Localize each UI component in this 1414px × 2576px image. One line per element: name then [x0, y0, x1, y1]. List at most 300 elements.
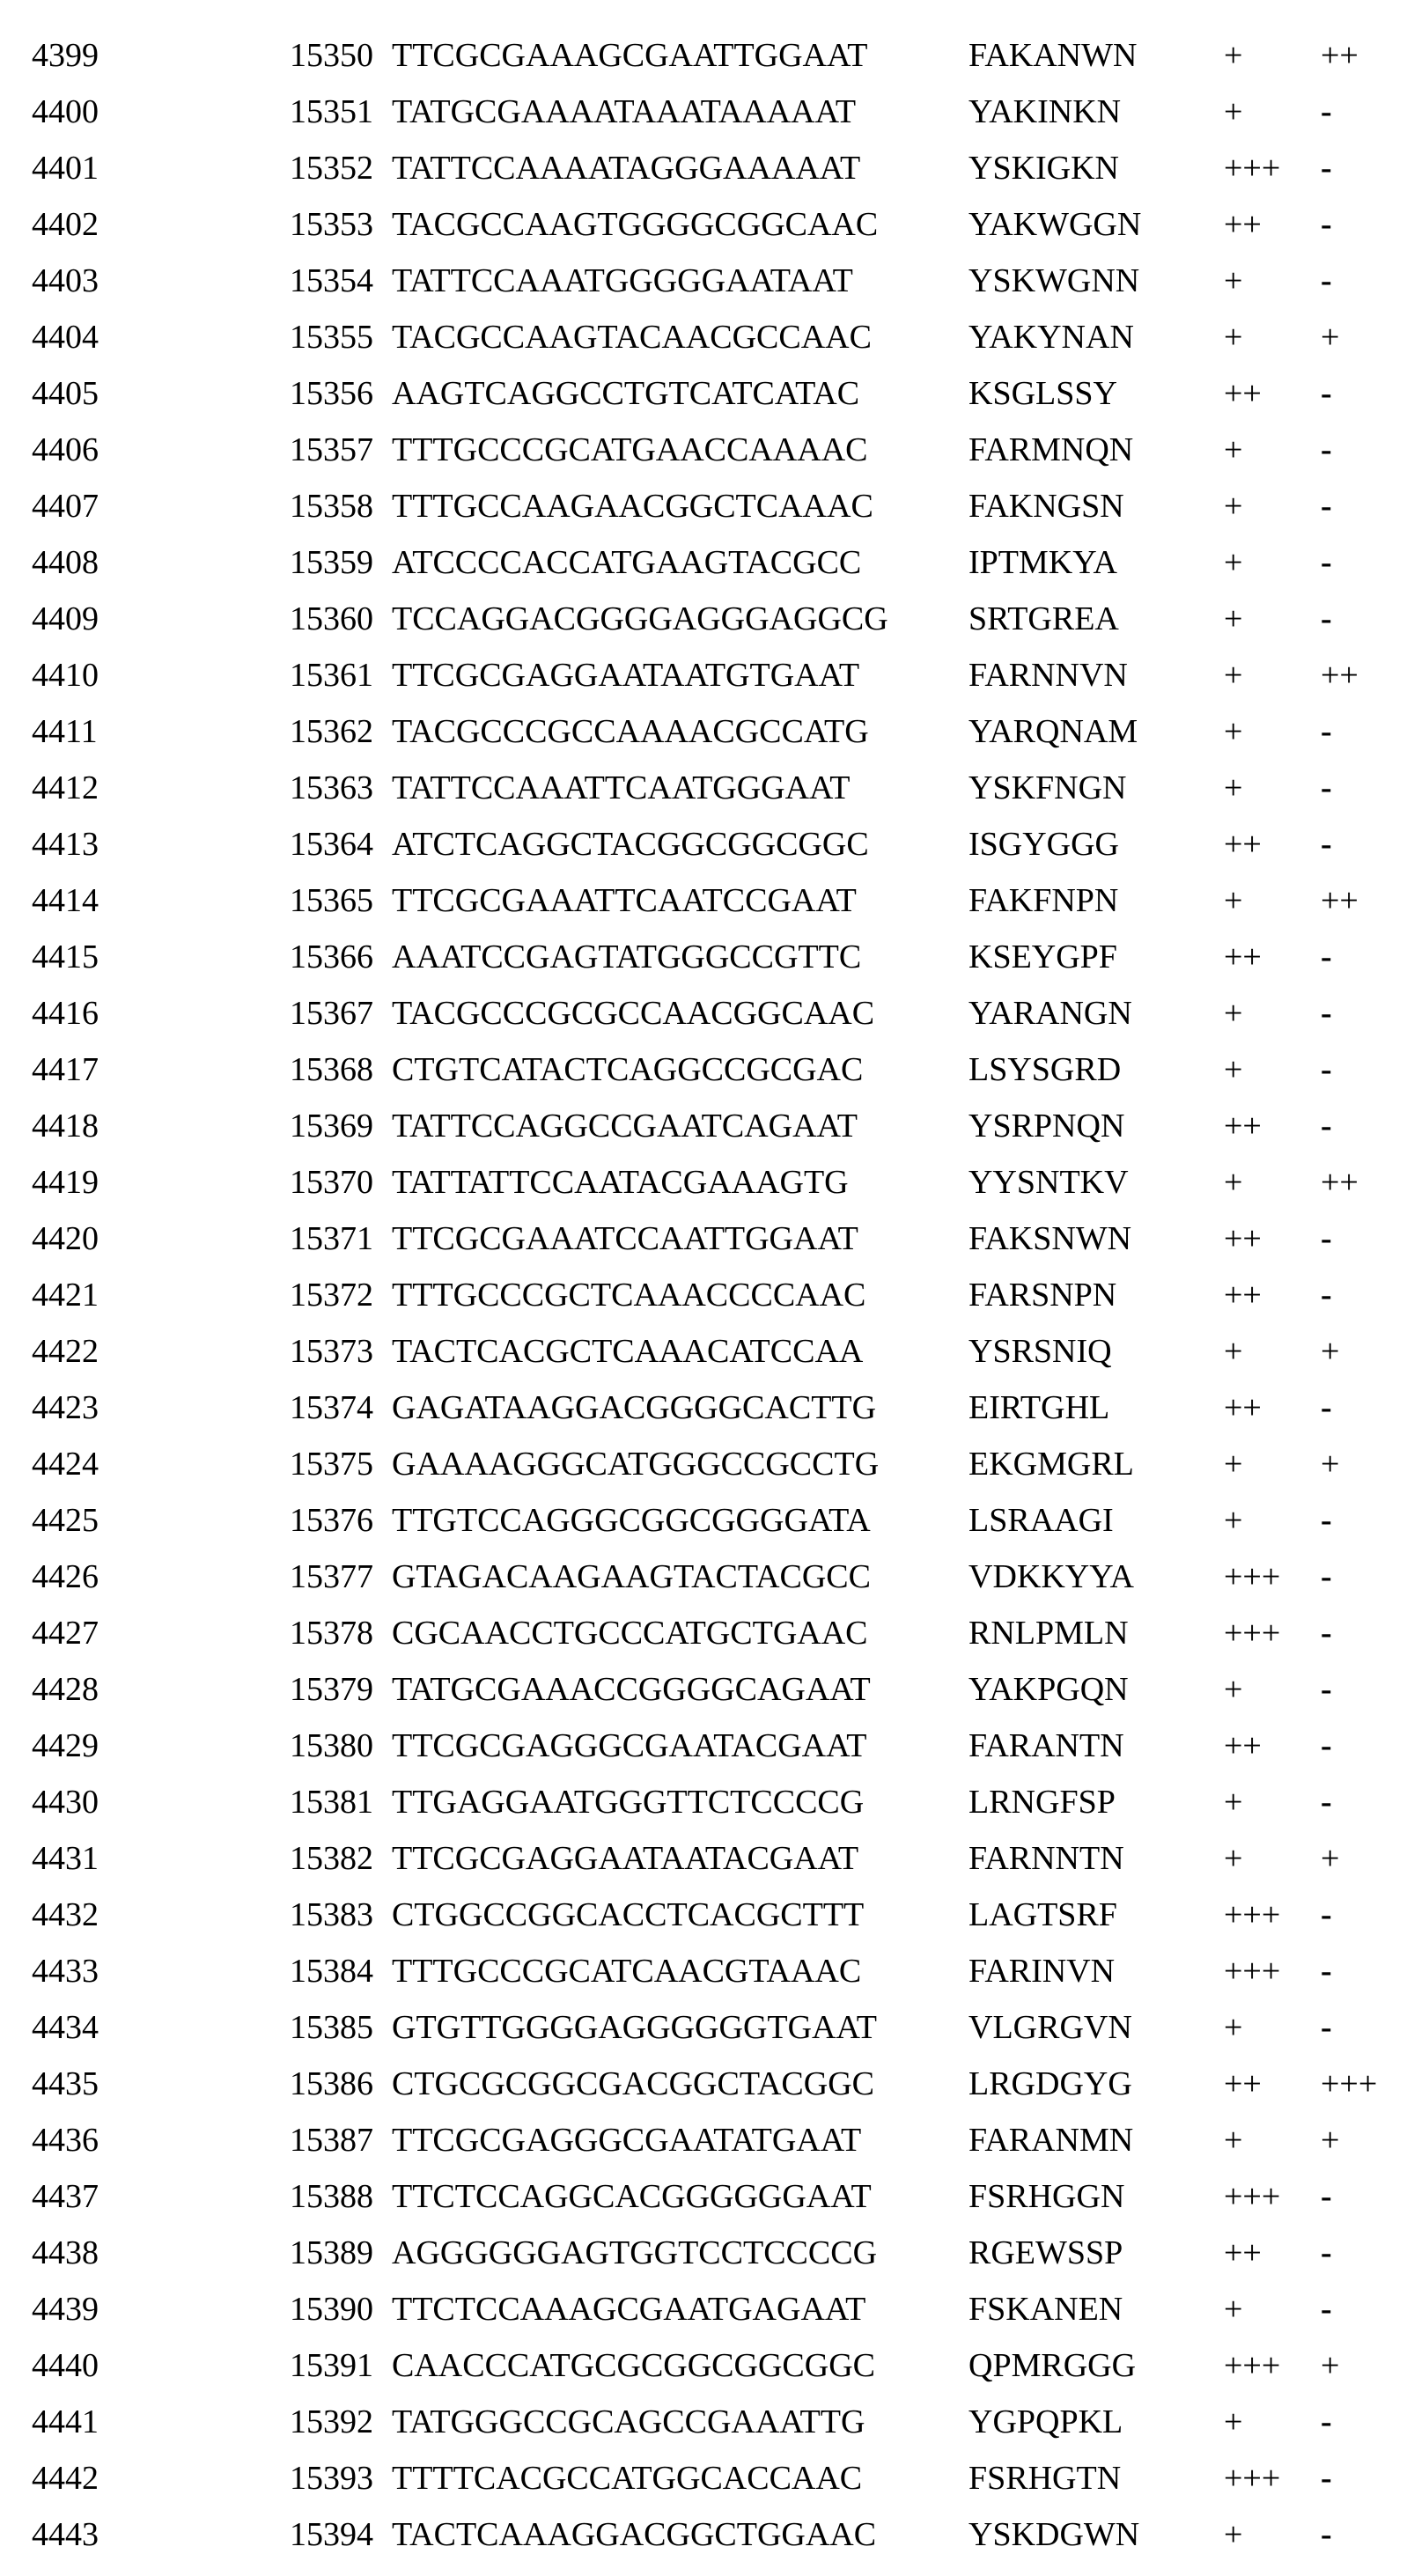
score-2: -: [1321, 2450, 1332, 2506]
dna-sequence: TTCGCGAGGGCGAATACGAAT: [392, 1718, 867, 1774]
peptide-sequence: QPMRGGG: [968, 2337, 1136, 2394]
dna-sequence: TTTTCACGCCATGGCACCAAC: [392, 2450, 862, 2506]
score-2: -: [1321, 1605, 1332, 1661]
sequence-number: 15372: [290, 1267, 373, 1323]
table-row: [0, 1211, 1414, 1267]
dna-sequence: TATTCCAAATGGGGGAATAAT: [392, 253, 853, 309]
score-2: -: [1321, 1774, 1332, 1830]
score-1: ++: [1224, 2225, 1262, 2281]
score-1: +: [1224, 985, 1242, 1041]
sequence-number: 15370: [290, 1154, 373, 1211]
peptide-sequence: FARANTN: [968, 1718, 1124, 1774]
sequence-number: 15371: [290, 1211, 373, 1267]
peptide-sequence: YAKINKN: [968, 84, 1121, 140]
table-row: [0, 1041, 1414, 1098]
peptide-sequence: YAKPGQN: [968, 1661, 1129, 1718]
sequence-number: 15393: [290, 2450, 373, 2506]
sequence-number: 15387: [290, 2112, 373, 2168]
score-1: +: [1224, 591, 1242, 647]
row-id: 4403: [32, 253, 99, 309]
score-1: +: [1224, 1661, 1242, 1718]
peptide-sequence: FARANMN: [968, 2112, 1133, 2168]
row-id: 4404: [32, 309, 99, 365]
table-row: [0, 140, 1414, 196]
score-1: +: [1224, 1999, 1242, 2056]
row-id: 4408: [32, 534, 99, 591]
table-row: [0, 2225, 1414, 2281]
sequence-number: 15385: [290, 1999, 373, 2056]
score-2: -: [1321, 1943, 1332, 1999]
row-id: 4420: [32, 1211, 99, 1267]
row-id: 4440: [32, 2337, 99, 2394]
table-row: [0, 2112, 1414, 2168]
table-row: [0, 1830, 1414, 1887]
sequence-number: 15375: [290, 1436, 373, 1492]
row-id: 4428: [32, 1661, 99, 1718]
sequence-number: 15390: [290, 2281, 373, 2337]
row-id: 4441: [32, 2394, 99, 2450]
peptide-sequence: FAKANWN: [968, 27, 1137, 84]
score-2: -: [1321, 1492, 1332, 1549]
score-2: +: [1321, 2112, 1339, 2168]
dna-sequence: TTTGCCAAGAACGGCTCAAAC: [392, 478, 873, 534]
table-row: [0, 1492, 1414, 1549]
dna-sequence: TTCGCGAAAGCGAATTGGAAT: [392, 27, 867, 84]
peptide-sequence: FSKANEN: [968, 2281, 1123, 2337]
dna-sequence: AAGTCAGGCCTGTCATCATAC: [392, 365, 859, 422]
sequence-number: 15353: [290, 196, 373, 253]
score-2: -: [1321, 1718, 1332, 1774]
dna-sequence: CTGTCATACTCAGGCCGCGAC: [392, 1041, 863, 1098]
dna-sequence: TATGGGCCGCAGCCGAAATTG: [392, 2394, 865, 2450]
score-2: -: [1321, 2281, 1332, 2337]
dna-sequence: TACTCACGCTCAAACATCCAA: [392, 1323, 863, 1380]
peptide-sequence: VDKKYYA: [968, 1549, 1134, 1605]
score-1: ++: [1224, 1098, 1262, 1154]
score-1: ++: [1224, 1718, 1262, 1774]
score-2: ++: [1321, 27, 1359, 84]
table-row: [0, 2056, 1414, 2112]
dna-sequence: ATCTCAGGCTACGGCGGCGGC: [392, 816, 869, 872]
score-1: +: [1224, 534, 1242, 591]
row-id: 4412: [32, 760, 99, 816]
peptide-sequence: FSRHGGN: [968, 2168, 1124, 2225]
row-id: 4442: [32, 2450, 99, 2506]
dna-sequence: TTGAGGAATGGGTTCTCCCCG: [392, 1774, 864, 1830]
row-id: 4419: [32, 1154, 99, 1211]
score-2: -: [1321, 2506, 1332, 2563]
score-1: ++: [1224, 196, 1262, 253]
peptide-sequence: YSKFNGN: [968, 760, 1126, 816]
score-1: +: [1224, 1492, 1242, 1549]
score-2: +: [1321, 1436, 1339, 1492]
table-row: [0, 2281, 1414, 2337]
score-1: ++: [1224, 365, 1262, 422]
score-2: -: [1321, 591, 1332, 647]
dna-sequence: TATGCGAAAATAAATAAAAAT: [392, 84, 856, 140]
table-row: [0, 309, 1414, 365]
peptide-sequence: YYSNTKV: [968, 1154, 1129, 1211]
peptide-sequence: ISGYGGG: [968, 816, 1119, 872]
row-id: 4400: [32, 84, 99, 140]
table-row: [0, 703, 1414, 760]
table-row: [0, 2450, 1414, 2506]
sequence-number: 15382: [290, 1830, 373, 1887]
peptide-sequence: FARINVN: [968, 1943, 1115, 1999]
score-1: +: [1224, 84, 1242, 140]
row-id: 4433: [32, 1943, 99, 1999]
peptide-sequence: RNLPMLN: [968, 1605, 1129, 1661]
score-2: -: [1321, 1549, 1332, 1605]
table-row: [0, 534, 1414, 591]
score-2: -: [1321, 1380, 1332, 1436]
dna-sequence: TCCAGGACGGGGAGGGAGGCG: [392, 591, 888, 647]
score-1: +: [1224, 27, 1242, 84]
row-id: 4425: [32, 1492, 99, 1549]
table-row: [0, 1943, 1414, 1999]
score-1: ++: [1224, 816, 1262, 872]
score-1: +: [1224, 1774, 1242, 1830]
sequence-number: 15355: [290, 309, 373, 365]
row-id: 4416: [32, 985, 99, 1041]
score-2: -: [1321, 1267, 1332, 1323]
row-id: 4439: [32, 2281, 99, 2337]
row-id: 4414: [32, 872, 99, 929]
peptide-sequence: LSYSGRD: [968, 1041, 1121, 1098]
score-1: +: [1224, 872, 1242, 929]
sequence-number: 15391: [290, 2337, 373, 2394]
dna-sequence: CAACCCATGCGCGGCGGCGGC: [392, 2337, 875, 2394]
dna-sequence: TTTGCCCGCATCAACGTAAAC: [392, 1943, 861, 1999]
table-row: [0, 591, 1414, 647]
table-row: [0, 872, 1414, 929]
sequence-number: 15362: [290, 703, 373, 760]
row-id: 4429: [32, 1718, 99, 1774]
sequence-number: 15369: [290, 1098, 373, 1154]
dna-sequence: GAAAAGGGCATGGGCCGCCTG: [392, 1436, 879, 1492]
table-row: [0, 253, 1414, 309]
row-id: 4426: [32, 1549, 99, 1605]
sequence-number: 15365: [290, 872, 373, 929]
score-1: +: [1224, 1436, 1242, 1492]
sequence-number: 15386: [290, 2056, 373, 2112]
score-1: +: [1224, 309, 1242, 365]
score-2: -: [1321, 2225, 1332, 2281]
dna-sequence: TTCGCGAAATCCAATTGGAAT: [392, 1211, 858, 1267]
table-row: [0, 1718, 1414, 1774]
score-2: -: [1321, 1098, 1332, 1154]
score-1: +: [1224, 647, 1242, 703]
peptide-sequence: FAKFNPN: [968, 872, 1118, 929]
sequence-number: 15388: [290, 2168, 373, 2225]
sequence-number: 15367: [290, 985, 373, 1041]
row-id: 4409: [32, 591, 99, 647]
table-row: [0, 1154, 1414, 1211]
table-row: [0, 478, 1414, 534]
score-2: -: [1321, 929, 1332, 985]
score-2: -: [1321, 816, 1332, 872]
score-2: ++: [1321, 1154, 1359, 1211]
sequence-number: 15357: [290, 422, 373, 478]
score-1: +++: [1224, 1943, 1280, 1999]
score-2: -: [1321, 365, 1332, 422]
peptide-sequence: LAGTSRF: [968, 1887, 1117, 1943]
peptide-sequence: LRNGFSP: [968, 1774, 1116, 1830]
peptide-sequence: YSKWGNN: [968, 253, 1139, 309]
peptide-sequence: YARANGN: [968, 985, 1132, 1041]
dna-sequence: TATTCCAAATTCAATGGGAAT: [392, 760, 851, 816]
table-row: [0, 760, 1414, 816]
sequence-number: 15383: [290, 1887, 373, 1943]
dna-sequence: CGCAACCTGCCCATGCTGAAC: [392, 1605, 868, 1661]
score-2: -: [1321, 84, 1332, 140]
score-2: -: [1321, 196, 1332, 253]
score-1: +: [1224, 2394, 1242, 2450]
score-1: +: [1224, 1154, 1242, 1211]
peptide-sequence: YARQNAM: [968, 703, 1138, 760]
table-row: [0, 196, 1414, 253]
score-2: +: [1321, 1830, 1339, 1887]
dna-sequence: ATCCCCACCATGAAGTACGCC: [392, 534, 861, 591]
sequence-number: 15380: [290, 1718, 373, 1774]
peptide-sequence: EIRTGHL: [968, 1380, 1109, 1436]
peptide-sequence: YSKIGKN: [968, 140, 1119, 196]
peptide-sequence: YSKDGWN: [968, 2506, 1139, 2563]
score-2: ++: [1321, 872, 1359, 929]
peptide-sequence: SRTGREA: [968, 591, 1119, 647]
sequence-number: 15376: [290, 1492, 373, 1549]
row-id: 4418: [32, 1098, 99, 1154]
row-id: 4424: [32, 1436, 99, 1492]
dna-sequence: TATTATTCCAATACGAAAGTG: [392, 1154, 849, 1211]
score-2: -: [1321, 1041, 1332, 1098]
row-id: 4399: [32, 27, 99, 84]
dna-sequence: TACGCCCGCCAAAACGCCATG: [392, 703, 869, 760]
score-1: +++: [1224, 140, 1280, 196]
peptide-sequence: YAKYNAN: [968, 309, 1134, 365]
score-1: +++: [1224, 1605, 1280, 1661]
dna-sequence: TATGCGAAACCGGGGCAGAAT: [392, 1661, 871, 1718]
table-row: [0, 1999, 1414, 2056]
row-id: 4402: [32, 196, 99, 253]
dna-sequence: TTCGCGAGGGCGAATATGAAT: [392, 2112, 861, 2168]
table-row: [0, 1267, 1414, 1323]
table-row: [0, 1774, 1414, 1830]
sequence-number: 15366: [290, 929, 373, 985]
score-1: +: [1224, 2506, 1242, 2563]
score-1: +++: [1224, 1887, 1280, 1943]
peptide-sequence: FAKSNWN: [968, 1211, 1131, 1267]
sequence-number: 15356: [290, 365, 373, 422]
peptide-sequence: FSRHGTN: [968, 2450, 1121, 2506]
peptide-sequence: FARNNVN: [968, 647, 1128, 703]
peptide-sequence: RGEWSSP: [968, 2225, 1123, 2281]
score-1: +++: [1224, 2337, 1280, 2394]
dna-sequence: TATTCCAAAATAGGGAAAAAT: [392, 140, 860, 196]
score-2: +: [1321, 309, 1339, 365]
peptide-sequence: YAKWGGN: [968, 196, 1141, 253]
table-row: [0, 422, 1414, 478]
row-id: 4436: [32, 2112, 99, 2168]
peptide-sequence: LSRAAGI: [968, 1492, 1114, 1549]
dna-sequence: GTGTTGGGGAGGGGGGTGAAT: [392, 1999, 877, 2056]
peptide-sequence: LRGDGYG: [968, 2056, 1132, 2112]
score-1: ++: [1224, 1380, 1262, 1436]
table-row: [0, 27, 1414, 84]
peptide-sequence: KSEYGPF: [968, 929, 1117, 985]
peptide-sequence: FARSNPN: [968, 1267, 1116, 1323]
dna-sequence: TATTCCAGGCCGAATCAGAAT: [392, 1098, 858, 1154]
score-1: ++: [1224, 929, 1262, 985]
table-row: [0, 1380, 1414, 1436]
row-id: 4406: [32, 422, 99, 478]
row-id: 4401: [32, 140, 99, 196]
score-2: -: [1321, 2394, 1332, 2450]
score-1: +: [1224, 253, 1242, 309]
score-1: +: [1224, 760, 1242, 816]
table-row: [0, 647, 1414, 703]
dna-sequence: TTCTCCAGGCACGGGGGGAAT: [392, 2168, 872, 2225]
dna-sequence: GTAGACAAGAAGTACTACGCC: [392, 1549, 871, 1605]
row-id: 4411: [32, 703, 98, 760]
sequence-number: 15378: [290, 1605, 373, 1661]
score-1: +: [1224, 478, 1242, 534]
score-1: ++: [1224, 1211, 1262, 1267]
dna-sequence: TACGCCCGCGCCAACGGCAAC: [392, 985, 874, 1041]
dna-sequence: TACGCCAAGTGGGGCGGCAAC: [392, 196, 878, 253]
dna-sequence: TTGTCCAGGGCGGCGGGGATA: [392, 1492, 871, 1549]
sequence-number: 15377: [290, 1549, 373, 1605]
score-1: +: [1224, 1041, 1242, 1098]
row-id: 4432: [32, 1887, 99, 1943]
sequence-number: 15361: [290, 647, 373, 703]
table-row: [0, 365, 1414, 422]
table-row: [0, 929, 1414, 985]
table-row: [0, 1436, 1414, 1492]
row-id: 4410: [32, 647, 99, 703]
score-2: ++: [1321, 647, 1359, 703]
sequence-number: 15350: [290, 27, 373, 84]
table-row: [0, 1098, 1414, 1154]
row-id: 4431: [32, 1830, 99, 1887]
score-2: +: [1321, 2337, 1339, 2394]
peptide-sequence: FAKNGSN: [968, 478, 1124, 534]
score-1: ++: [1224, 1267, 1262, 1323]
sequence-number: 15389: [290, 2225, 373, 2281]
sequence-number: 15368: [290, 1041, 373, 1098]
score-2: -: [1321, 1211, 1332, 1267]
peptide-sequence: YSRSNIQ: [968, 1323, 1112, 1380]
dna-sequence: TACGCCAAGTACAACGCCAAC: [392, 309, 872, 365]
dna-sequence: CTGCGCGGCGACGGCTACGGC: [392, 2056, 874, 2112]
table-row: [0, 816, 1414, 872]
score-1: +: [1224, 422, 1242, 478]
sequence-number: 15373: [290, 1323, 373, 1380]
score-1: +++: [1224, 1549, 1280, 1605]
sequence-number: 15359: [290, 534, 373, 591]
sequence-number: 15351: [290, 84, 373, 140]
table-row: [0, 1605, 1414, 1661]
peptide-sequence: IPTMKYA: [968, 534, 1117, 591]
row-id: 4437: [32, 2168, 99, 2225]
dna-sequence: AAATCCGAGTATGGGCCGTTC: [392, 929, 861, 985]
peptide-sequence: EKGMGRL: [968, 1436, 1134, 1492]
peptide-sequence: VLGRGVN: [968, 1999, 1132, 2056]
sequence-number: 15354: [290, 253, 373, 309]
peptide-sequence: YSRPNQN: [968, 1098, 1124, 1154]
sequence-number: 15364: [290, 816, 373, 872]
table-row: [0, 2394, 1414, 2450]
score-2: -: [1321, 703, 1332, 760]
score-1: +++: [1224, 2168, 1280, 2225]
sequence-number: 15363: [290, 760, 373, 816]
score-2: -: [1321, 760, 1332, 816]
score-1: +++: [1224, 2450, 1280, 2506]
score-2: -: [1321, 478, 1332, 534]
dna-sequence: TTTGCCCGCTCAAACCCCAAC: [392, 1267, 865, 1323]
score-2: +: [1321, 1323, 1339, 1380]
score-2: +++: [1321, 2056, 1377, 2112]
dna-sequence: TTCGCGAGGAATAATGTGAAT: [392, 647, 859, 703]
sequence-number: 15374: [290, 1380, 373, 1436]
table-row: [0, 2337, 1414, 2394]
dna-sequence: TACTCAAAGGACGGCTGGAAC: [392, 2506, 876, 2563]
dna-sequence: GAGATAAGGACGGGGCACTTG: [392, 1380, 876, 1436]
table-row: [0, 1323, 1414, 1380]
row-id: 4435: [32, 2056, 99, 2112]
row-id: 4413: [32, 816, 99, 872]
score-2: -: [1321, 253, 1332, 309]
table-row: [0, 1887, 1414, 1943]
row-id: 4407: [32, 478, 99, 534]
score-1: +: [1224, 2112, 1242, 2168]
score-2: -: [1321, 534, 1332, 591]
row-id: 4415: [32, 929, 99, 985]
sequence-number: 15392: [290, 2394, 373, 2450]
score-2: -: [1321, 140, 1332, 196]
sequence-number: 15381: [290, 1774, 373, 1830]
peptide-sequence: FARMNQN: [968, 422, 1133, 478]
row-id: 4430: [32, 1774, 99, 1830]
dna-sequence: TTCGCGAGGAATAATACGAAT: [392, 1830, 858, 1887]
score-1: +: [1224, 2281, 1242, 2337]
sequence-number: 15352: [290, 140, 373, 196]
row-id: 4423: [32, 1380, 99, 1436]
score-1: +: [1224, 703, 1242, 760]
peptide-sequence: YGPQPKL: [968, 2394, 1123, 2450]
score-2: -: [1321, 1661, 1332, 1718]
row-id: 4421: [32, 1267, 99, 1323]
row-id: 4405: [32, 365, 99, 422]
score-1: ++: [1224, 2056, 1262, 2112]
score-2: -: [1321, 1887, 1332, 1943]
score-2: -: [1321, 422, 1332, 478]
table-row: [0, 985, 1414, 1041]
dna-sequence: TTCGCGAAATTCAATCCGAAT: [392, 872, 857, 929]
score-2: -: [1321, 2168, 1332, 2225]
dna-sequence: CTGGCCGGCACCTCACGCTTT: [392, 1887, 864, 1943]
sequence-number: 15384: [290, 1943, 373, 1999]
sequence-number: 15358: [290, 478, 373, 534]
table-row: [0, 1661, 1414, 1718]
sequence-number: 15394: [290, 2506, 373, 2563]
score-1: +: [1224, 1830, 1242, 1887]
row-id: 4427: [32, 1605, 99, 1661]
row-id: 4443: [32, 2506, 99, 2563]
table-row: [0, 2506, 1414, 2563]
row-id: 4434: [32, 1999, 99, 2056]
row-id: 4438: [32, 2225, 99, 2281]
